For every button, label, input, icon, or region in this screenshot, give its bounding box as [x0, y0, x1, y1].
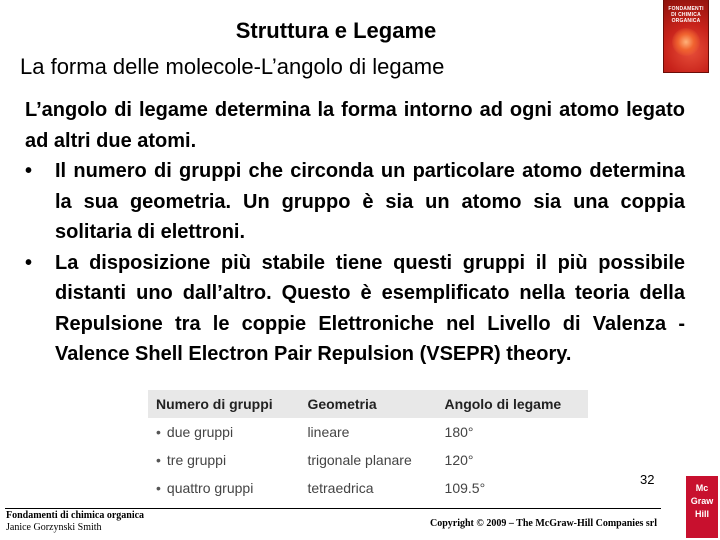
book-cover-image	[664, 0, 708, 72]
mcgraw-hill-logo	[686, 476, 718, 538]
table-header-cell: Geometria	[299, 390, 436, 418]
table-header-cell: Numero di gruppi	[148, 390, 299, 418]
page-number: 32	[640, 472, 655, 487]
table-header-row	[148, 390, 588, 418]
table-row	[148, 474, 588, 502]
book-cover-text: FONDAMENTI DI CHIMICA ORGANICA	[668, 6, 704, 24]
table-cell: lineare	[307, 424, 350, 440]
logo-line: Mc	[695, 483, 709, 493]
vsepr-table	[148, 390, 588, 502]
bullet-text: Il numero di gruppi che circonda un particolare atomo determina la sua geometria. Un gruppo è sia un atomo sia una coppia solitaria di elettroni.	[55, 160, 685, 243]
slide-body	[25, 95, 685, 370]
table-cell: 120°	[444, 452, 474, 468]
book-cover-flower	[672, 28, 700, 56]
table-cell: • due gruppi	[148, 418, 299, 446]
footer-book-info	[6, 510, 144, 534]
slide-title: Struttura e Legame	[235, 18, 437, 43]
logo-line: Hill	[694, 509, 709, 519]
bullet-item	[25, 248, 685, 370]
table-row	[148, 446, 588, 474]
table-cell: • tre gruppi	[148, 446, 299, 474]
table-header-cell: Angolo di legame	[437, 390, 588, 418]
logo-line: Graw	[690, 496, 714, 506]
bullet-item	[25, 156, 685, 248]
copyright-notice: Copyright © 2009 – The McGraw-Hill Companies srl	[430, 518, 658, 529]
slide-subtitle: La forma delle molecole-L’angolo di legame	[20, 54, 445, 79]
table-row	[148, 418, 588, 446]
footer-author: Janice Gorzynski Smith	[6, 522, 102, 533]
intro-paragraph: L’angolo di legame determina la forma intorno ad ogni atomo legato ad altri due atomi.	[25, 99, 685, 152]
table-cell: • quattro gruppi	[148, 474, 299, 502]
bullet-icon: •	[25, 160, 33, 182]
table-cell: tetraedrica	[307, 480, 374, 496]
table-cell: trigonale planare	[307, 452, 412, 468]
bullet-text: La disposizione più stabile tiene questi gruppi il più possibile distanti uno dall’altro. Questo è esemplificato nella teoria della Repulsione tra le coppie Elettroniche nel Livello di Valenza - Valence Shell Electron Pair Repulsion (VSEPR) theory.	[55, 251, 685, 365]
table-cell: 180°	[444, 424, 474, 440]
bullet-icon: •	[25, 251, 33, 274]
footer-divider	[5, 508, 661, 509]
footer-book-title: Fondamenti di chimica organica	[6, 510, 145, 521]
table-cell: 109.5°	[444, 480, 486, 496]
